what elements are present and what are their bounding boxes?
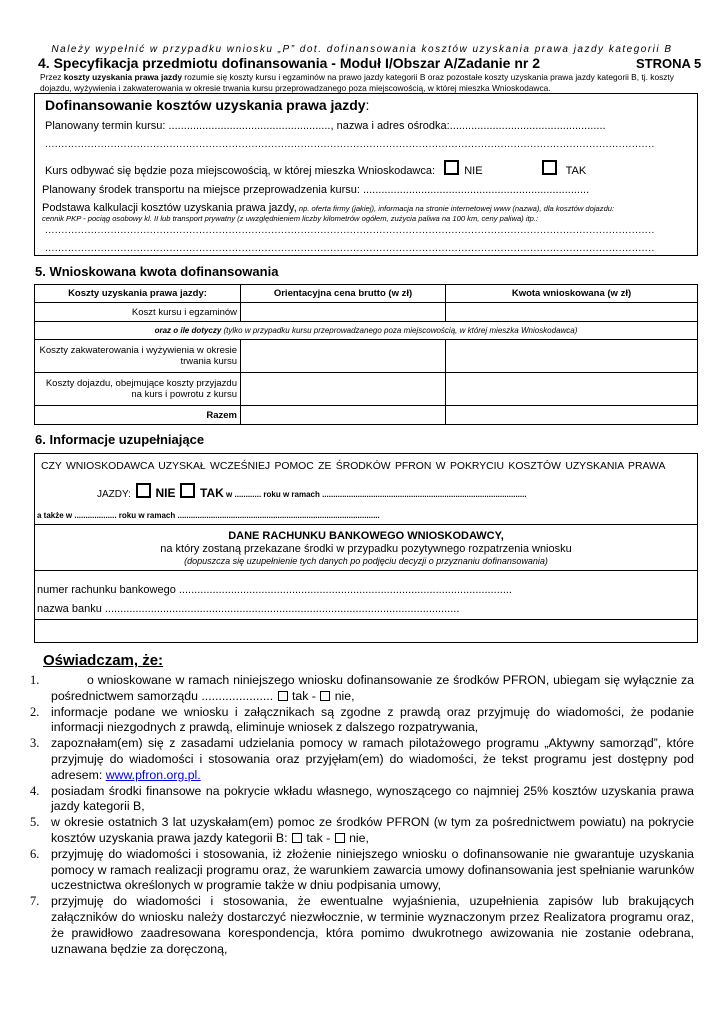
dotted-line[interactable]: .......................................................................................................................................................................................... xyxy=(45,225,655,236)
price-cell[interactable] xyxy=(241,303,446,322)
calc-note: cennik PKP - pociąg osobowy kl. II lub transport prywatny (z uwzględnieniem liczby kilometrów ogółem, zużycia paliwa na 100 km, ceny paliwa) itp.: xyxy=(42,214,539,223)
section-5-title: 5. Wnioskowana kwota dofinansowania xyxy=(35,264,279,279)
declaration-item: 1. o wnioskowane w ramach niniejszego wniosku dofinansowanie ze środków PFRON, ubiegam się wyłącznie za pośrednictwem samorządu ..................... tak - nie, xyxy=(30,673,694,703)
account-number-field[interactable]: numer rachunku bankowego ............................................................................................................. xyxy=(37,584,512,596)
table-note: oraz o ile dotyczy (tylko w przypadku kursu przeprowadzanego poza miejscowością, w której mieszka Wnioskodawca) xyxy=(35,322,698,340)
amount-cell[interactable] xyxy=(446,303,698,322)
section-6-box xyxy=(34,453,698,643)
amount-cell[interactable] xyxy=(446,340,698,373)
amount-table xyxy=(34,284,698,425)
section-6-title: 6. Informacje uzupełniające xyxy=(35,432,205,447)
page-label: STRONA 5 xyxy=(636,56,702,71)
course-away-question: Kurs odbywać się będzie poza miejscowością, w której mieszka Wnioskodawca: NIE TAK xyxy=(45,160,586,177)
col-header: Orientacyjna cena brutto (w zł) xyxy=(241,285,446,303)
prior-aid-answer: JAZDY: NIE TAK w ............ roku w ramach ............................................................................................ xyxy=(97,483,527,500)
row-label: Koszty zakwaterowania i wyżywienia w okresie trwania kursu xyxy=(35,340,241,373)
row-label: Razem xyxy=(35,406,241,425)
bank-title: DANE RACHUNKU BANKOWEGO WNIOSKODAWCY, xyxy=(228,530,504,542)
dotted-line[interactable]: .......................................................................................................................................................................................... xyxy=(45,243,655,254)
row-label: Koszty dojazdu, obejmujące koszty przyjazdu na kurs i powrotu z kursu xyxy=(35,373,241,406)
calc-basis: Podstawa kalkulacji kosztów uzyskania prawa jazdy, np. oferta firmy (jakiej), informacja na stronie internetowej www (nazwa), dla kosztów dojazdu: xyxy=(42,202,615,214)
intro-text: Przez koszty uzyskania prawa jazdy rozumie się koszty kursu i egzaminów na prawo jazdy kategorii B oraz pozostałe koszty uzyskania prawa jazdy kategorii B, tj. koszty dojazdu, wyżywienia i zakwaterowania w okresie trwania kursu przeprowadzanego poza miejscowością, w której mieszka Wnioskodawca. xyxy=(40,72,674,93)
declaration-item: 2. informacje podane we wniosku i załącznikach są zgodne z prawdą oraz przyjmuję do wiadomości, że podanie informacji niezgodnych z prawdą, eliminuje wniosek z dalszego rozpatrywania, xyxy=(30,704,694,735)
declarations-list xyxy=(30,673,694,957)
yes-checkbox[interactable] xyxy=(542,160,557,175)
yes-checkbox[interactable] xyxy=(180,483,195,498)
declaration-item: 6. przyjmuję do wiadomości i stosowania, iż złożenie niniejszego wniosku o dofinansowanie nie gwarantuje uzyskania pomocy w ramach realizacji programu oraz, że warunkiem zawarcia umowy dofinansowania jest spełnianie warunków uczestnictwa określonych w programie także w dniu podpisania umowy, xyxy=(30,846,694,893)
no-checkbox[interactable] xyxy=(320,691,330,701)
form-instruction: Należy wypełnić w przypadku wniosku „P” dot. dofinansowania kosztów uzyskania prawa jazdy kategorii B xyxy=(51,44,673,55)
bank-subtitle: na który zostaną przekazane środki w przypadku pozytywnego rozpatrzenia wniosku xyxy=(160,543,572,555)
col-header: Kwota wnioskowana (w zł) xyxy=(446,285,698,303)
yes-checkbox[interactable] xyxy=(292,833,302,843)
no-checkbox[interactable] xyxy=(335,833,345,843)
yes-label: TAK xyxy=(565,165,587,177)
bank-name-field[interactable]: nazwa banku .................................................................................................................... xyxy=(37,603,460,615)
dotted-line[interactable]: .......................................................................................................................................................................................... xyxy=(45,139,655,150)
prior-aid-question: CZY WNIOSKODAWCA UZYSKAŁ WCZEŚNIEJ POMOC ZE ŚRODKÓW PFRON W POKRYCIU KOSZTÓW UZYSKANIA PRAWA xyxy=(41,461,666,472)
declaration-item: 7. przyjmuję do wiadomości i stosowania, że ewentualne wyjaśnienia, uzupełnienia zapisów lub brakujących załączników do wniosku należy dostarczyć niezwłocznie, w terminie wyznaczonym przez Realizatora programu oraz, że prawidłowo zaadresowana korespondencja, która pomimo dwukrotnego awizowania nie zostanie odebrana, uznawana będzie za doręczoną, xyxy=(30,894,694,956)
transport-field[interactable]: Planowany środek transportu na miejsce przeprowadzenia kursu: .......................................................................... xyxy=(42,184,590,196)
planned-date-field[interactable]: Planowany termin kursu: ....................................................., nazwa i adres ośrodka:................................................... xyxy=(45,120,606,132)
declaration-item: 3. zapoznałam(em) się z zasadami udzielania pomocy w ramach pilotażowego programu „Aktywny samorząd”, które przyjmuję do wiadomości i stosowania oraz przyjęłam(em) do wiadomości, że tekst programu jest dostępny pod adresem: www.pfron.org.pl. xyxy=(30,736,694,782)
col-header: Koszty uzyskania prawa jazdy: xyxy=(35,285,241,303)
no-label: NIE xyxy=(464,165,483,177)
no-checkbox[interactable] xyxy=(136,483,151,498)
also-line[interactable]: a także w ................... roku w ramach ........................................................................................... xyxy=(37,511,380,520)
pfron-link[interactable]: www.pfron.org.pl. xyxy=(105,767,201,782)
row-label: Koszt kursu i egzaminów xyxy=(35,303,241,322)
amount-cell[interactable] xyxy=(446,406,698,425)
section-4-title: 4. Specyfikacja przedmiotu dofinansowania - Moduł I/Obszar A/Zadanie nr 2 xyxy=(38,55,541,71)
price-cell[interactable] xyxy=(241,340,446,373)
price-cell[interactable] xyxy=(241,373,446,406)
price-cell[interactable] xyxy=(241,406,446,425)
yes-checkbox[interactable] xyxy=(278,691,288,701)
amount-cell[interactable] xyxy=(446,373,698,406)
declaration-item: 4. posiadam środki finansowe na pokrycie wkładu własnego, wynoszącego co najmniej 25% kosztów uzyskania prawa jazdy kategorii B, xyxy=(30,783,694,814)
box-title: Dofinansowanie kosztów uzyskania prawa jazdy: xyxy=(45,97,370,113)
declaration-item: 5. w okresie ostatnich 3 lat uzyskałam(em) pomoc ze środków PFRON (w tym za pośrednictwem powiatu) na pokrycie kosztów uzyskania prawa jazdy kategorii B: tak - nie, xyxy=(30,815,694,845)
no-checkbox[interactable] xyxy=(444,160,459,175)
declarations-title: Oświadczam, że: xyxy=(43,652,164,669)
bank-note: (dopuszcza się uzupełnienie tych danych po podjęciu decyzji o przyznaniu dofinansowania) xyxy=(184,556,548,566)
section-4-box xyxy=(34,93,698,256)
